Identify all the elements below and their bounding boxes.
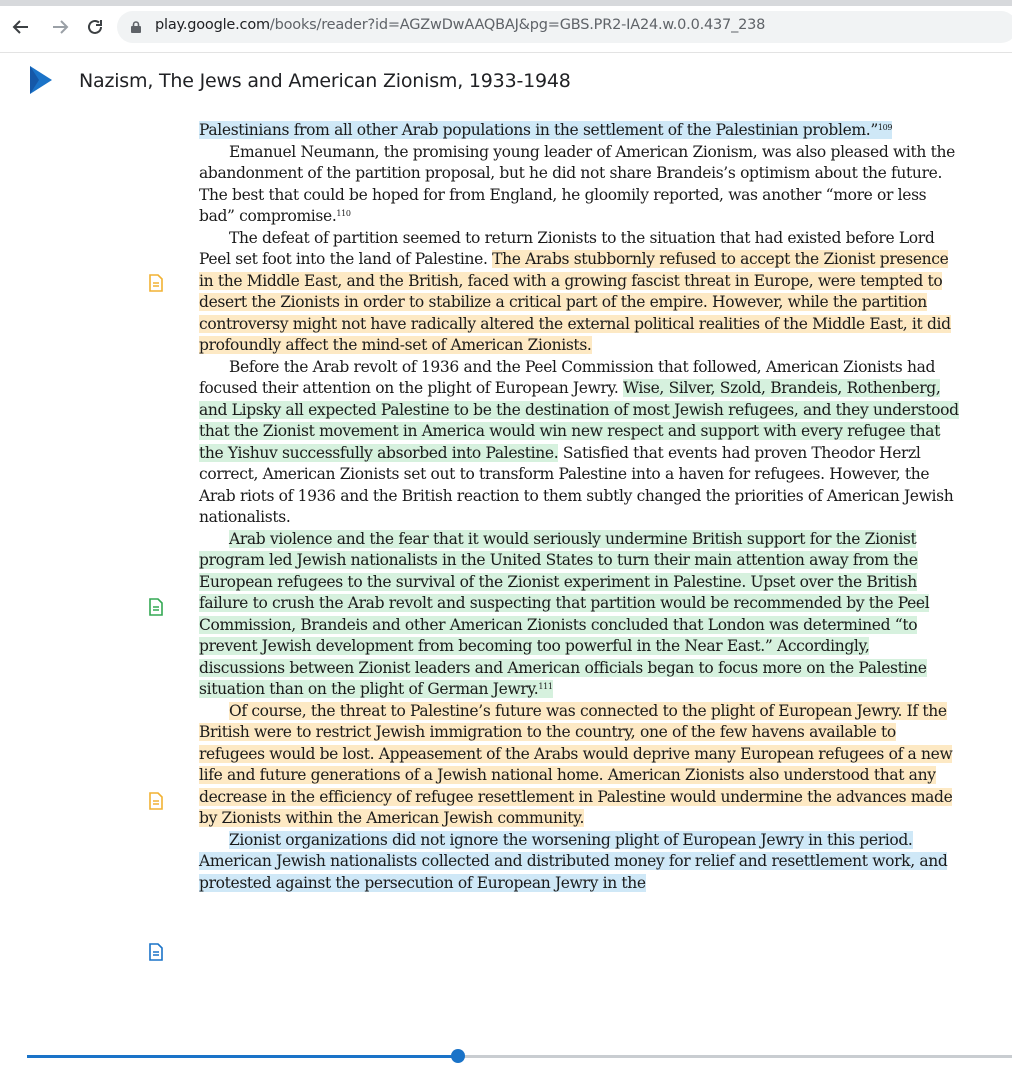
highlight-yellow[interactable]: The Arabs stubbornly refused to accept the Zionist presence in the Middle East, and the British, faced with a growing fascist threat in Europe, were tempted to desert the Zionists in order to stabilize a critical part of the empire. However, while the partition controversy might not have radically altered the external political realities of the Middle East, it did profoundly affect the mind-set of American Zionists. [199,250,951,354]
url-host: play.google.com [155,17,270,33]
book-title: Nazism, The Jews and American Zionism, 1933-1948 [79,70,571,92]
progress-fill [27,1055,458,1058]
paragraph[interactable] [199,830,959,895]
paragraph[interactable] [199,357,959,529]
progress-thumb[interactable] [451,1049,465,1063]
paragraph[interactable] [199,142,959,228]
text: Before the Arab revolt of 1936 and the Peel Commission that followed, American Zionists had focused their attention on the plight of European Jewry. [199,357,936,397]
browser-tabstrip-edge [0,0,1012,6]
paragraph[interactable] [199,529,959,701]
highlight-green[interactable] [199,530,929,699]
text: Palestinians from all other Arab populations in the settlement of the Palestinian problem.” [199,121,878,139]
footnote-ref[interactable]: 110 [336,209,351,218]
arrow-left-icon[interactable] [10,16,32,38]
arrow-right-icon[interactable] [49,16,71,38]
note-icon[interactable] [148,274,164,292]
highlight-yellow[interactable]: Of course, the threat to Palestine’s future was connected to the plight of European Jewry. If the British were to restrict Jewish immigration to the country, one of the few havens available to refugees would be lost. Appeasement of the Arabs would deprive many European refugees of a new life and future generations of a Jewish national home. American Zionists also understood that any decrease in the efficiency of refugee resettlement in Palestine would undermine the advances made by Zionists within the American Jewish community. [199,701,953,827]
book-page [199,120,959,894]
text: Emanuel Neumann, the promising young leader of American Zionism, was also pleased with the abandonment of the partition proposal, but he did not share Brandeis’s optimism about the future. The best that could be hoped for from England, he gloomily reported, was another “more or less bad” compromise. [199,142,955,225]
text: Satisfied that events had proven Theodor Herzl correct, American Zionists set out to transform Palestine into a haven for refugees. However, the Arab riots of 1936 and the British reaction to them subtly changed the priorities of American Jewish nationalists. [199,443,954,526]
highlight-green[interactable]: Wise, Silver, Szold, Brandeis, Rothenberg, and Lipsky all expected Palestine to be the destination of most Jewish refugees, and they understood that the Zionist movement in America would win new respect and support with every refugee that the Yishuv successfully absorbed into Palestine. [199,379,959,462]
text: The defeat of partition seemed to return Zionists to the situation that had existed before Lord Peel set foot into the land of Palestine. [199,228,935,268]
url-text[interactable] [155,17,765,33]
paragraph[interactable] [199,120,959,142]
note-icon[interactable] [148,943,164,961]
url-path: /books/reader?id=AGZwDwAAQBAJ&pg=GBS.PR2-IA24.w.0.0.437_238 [269,17,766,33]
reload-icon[interactable] [84,16,106,38]
highlight-blue[interactable]: Zionist organizations did not ignore the worsening plight of European Jewry in this period. American Jewish nationalists collected and distributed money for relief and resettlement work, and protested against the persecution of European Jewry in the [199,830,948,892]
note-icon[interactable] [148,792,164,810]
google-play-books-logo[interactable] [26,64,54,96]
lock-icon[interactable] [131,20,141,32]
paragraph[interactable] [199,228,959,357]
note-icon[interactable] [148,598,164,616]
highlight-blue[interactable] [199,121,892,139]
footnote-ref[interactable]: 111 [538,682,553,691]
text: Arab violence and the fear that it would seriously undermine British support for the Zionist program led Jewish nationalists in the United States to turn their main attention away from the European refugees to the survival of the Zionist experiment in Palestine. Upset over the British failure to crush the Arab revolt and suspecting that partition would be recommended by the Peel Commission, Brandeis and other American Zionists concluded that London was determined “to prevent Jewish development from becoming too powerful in the Near East.” Accordingly, discussions between Zionist leaders and American officials began to focus more on the Palestine situation than on the plight of German Jewry. [199,529,930,698]
footnote-ref[interactable]: 109 [877,123,893,132]
paragraph[interactable] [199,701,959,830]
